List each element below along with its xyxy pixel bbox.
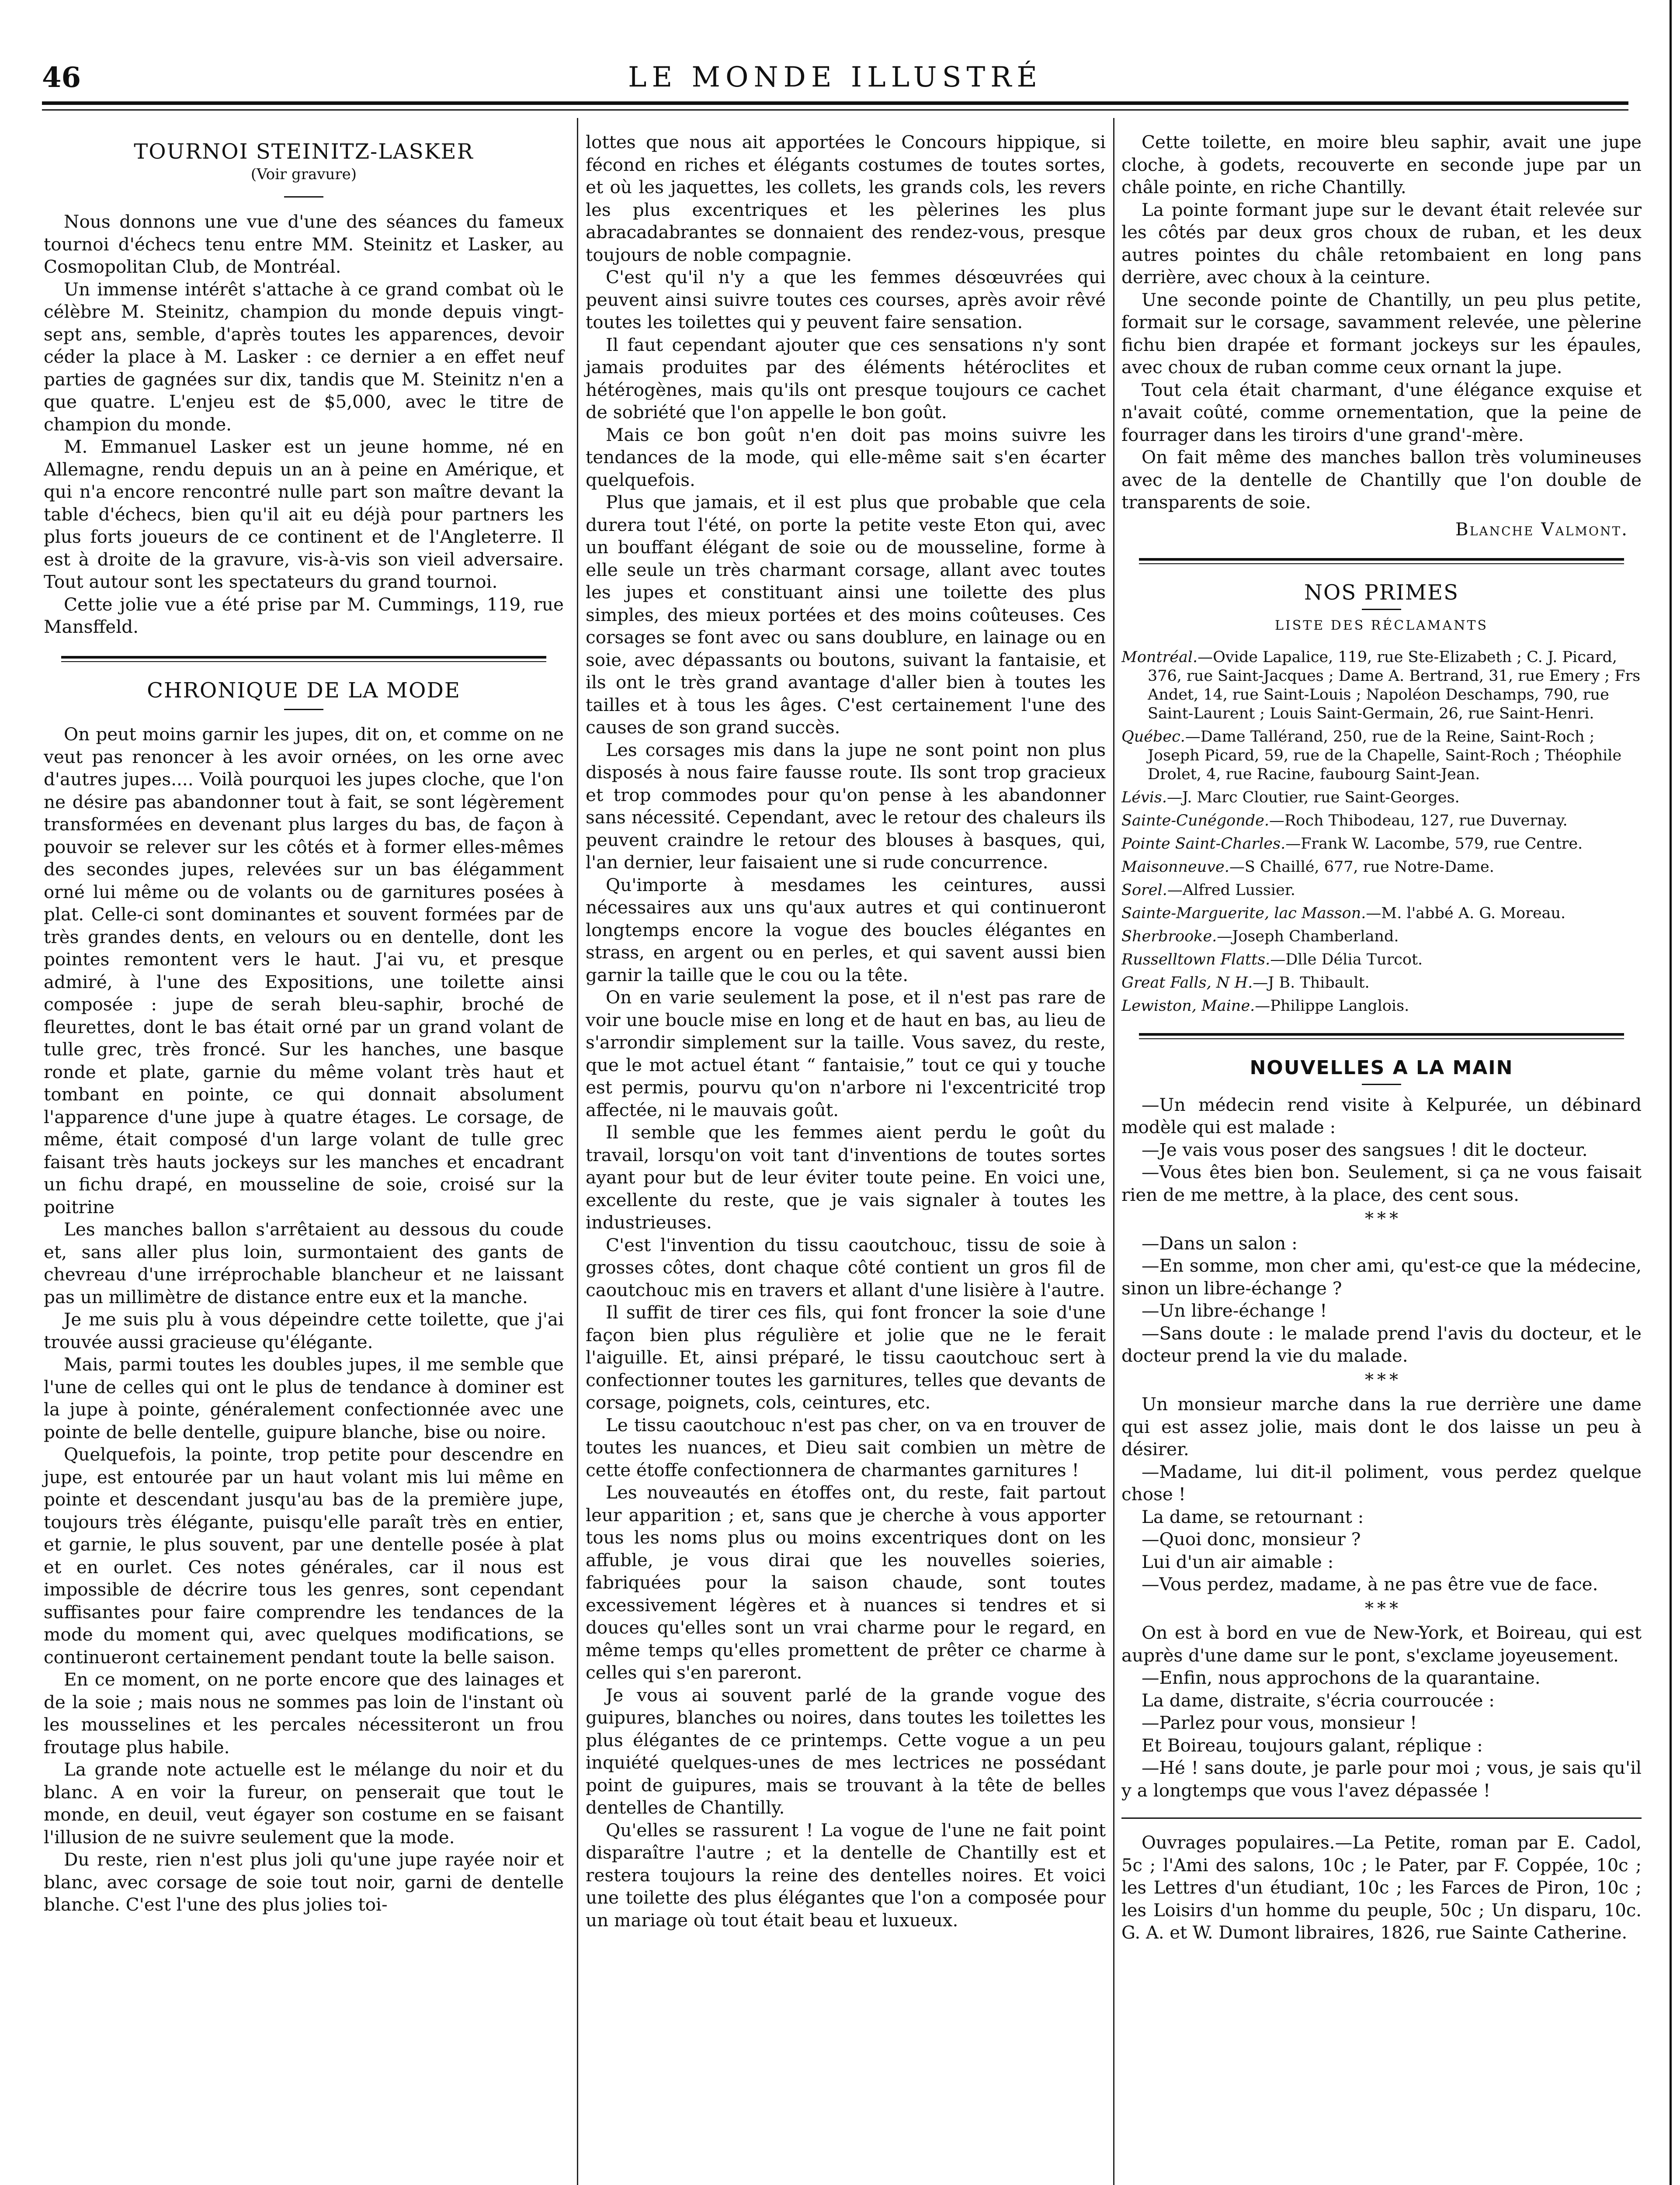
claimant-place: Lévis. <box>1121 789 1167 806</box>
primes-subtitle: LISTE DES RÉCLAMANTS <box>1274 617 1489 633</box>
anecdote-line: Et Boireau, toujours galant, réplique : <box>1142 1734 1483 1756</box>
section-divider <box>1139 558 1624 564</box>
paragraph: Les nouveautés en étoffes ont, du reste, fait partout leur apparition ; et, sans que je cherche à vous apporter tous les noms plus ou moins excentriques dont on les affuble, je vous dirai que les nouvelles soieries, fabriquées pour la saison chaude, sont toutes excessivement légères et à nuances si tendres et si douces qu'elles sont un vrai charme pour le regard, en même temps qu'elles promettent de prêter ce charme à celles qui s'en pareront. <box>586 1482 1106 1683</box>
paragraph: La pointe formant jupe sur le devant était relevée sur les côtés par deux gros choux de ruban, et les deux autres pointes du châle retombaient en long pans derrière, avec choux à la ceinture. <box>1121 199 1642 288</box>
claimant-names: —Dame Tallérand, 250, rue de la Reine, Saint-Roch ; Joseph Picard, 59, rue de la Chapelle, Saint-Roch ; Théophile Drolet, 4, rue Racine, faubourg Saint-Jean. <box>1148 728 1622 783</box>
anecdote-line: —Sans doute : le malade prend l'avis du docteur, et le docteur prend la vie du malade. <box>1121 1322 1642 1366</box>
paragraph: Qu'elles se rassurent ! La vogue de l'une ne fait point disparaître l'autre ; et la dentelle de Chantilly est et restera toujours la reine des dentelles noires. Et voici une toilette des plus élégantes que l'on a composée pour un mariage où tout était beau et luxueux. <box>586 1819 1106 1931</box>
paragraph: Les corsages mis dans la jupe ne sont point non plus disposés à nous faire fausse route. Ils sont trop gracieux et trop commodes pour qu'on pense à les abandonner sans nécessité. Cependant, avec le retour des chaleurs ils peuvent craindre le retour des blouses à basques, qui, l'an dernier, leur faisaient une si rude concurrence. <box>586 739 1106 873</box>
short-rule <box>284 196 323 198</box>
paragraph: Cette jolie vue a été prise par M. Cummings, 119, rue Mansffeld. <box>44 593 564 637</box>
asterism-separator: * * * <box>1365 1209 1398 1229</box>
claimant-place: Montréal. <box>1121 649 1198 666</box>
short-rule <box>1362 1084 1401 1085</box>
asterism-separator: * * * <box>1365 1598 1398 1619</box>
claimant-names: —Alfred Lussier. <box>1167 881 1295 899</box>
claimant-names: —S Chaillé, 677, rue Notre-Dame. <box>1229 858 1494 876</box>
paragraph: Une seconde pointe de Chantilly, un peu plus petite, formait sur le corsage, savamment relevée, une pèlerine fichu bien drapée et formant jockeys sur les épaules, avec choux de ruban comme ceux ornant la jupe. <box>1121 289 1642 378</box>
column-3 <box>1121 131 1642 1945</box>
claimant-place: Québec. <box>1121 728 1185 746</box>
claimant-entry <box>1121 858 1642 877</box>
column-separator <box>577 118 578 2185</box>
claimant-place: Great Falls, N H. <box>1121 974 1253 992</box>
paragraph: On fait même des manches ballon très volumineuses avec de la dentelle de Chantilly que l'on double de transparents de soie. <box>1121 447 1642 513</box>
paragraph: Tout cela était charmant, d'une élégance exquise et n'avait coûté, comme ornementation, que la peine de fourrager dans les tiroirs d'une grand'-mère. <box>1121 379 1642 445</box>
paragraph: Quelquefois, la pointe, trop petite pour descendre en jupe, est entourée par un haut volant mis lui même en pointe et descendant jusqu'au bas de la première jupe, toujours très élégante, puisqu'elle paraît très en entier, et garnie, le plus souvent, par une dentelle posée à plat et en ourlet. Ces notes générales, car il nous est impossible de décrire tous les genres, sont cependant suffisantes pour faire comprendre les tendances de la mode du moment qui, avec quelques modifications, se continueront certainement pendant toute la belle saison. <box>44 1444 564 1668</box>
journal-title: LE MONDE ILLUSTRÉ <box>628 61 1043 94</box>
anecdote-line: —Madame, lui dit-il poliment, vous perdez quelque chose ! <box>1121 1461 1642 1505</box>
tournoi-subtitle: (Voir gravure) <box>250 165 357 183</box>
anecdote-line: —Vous perdez, madame, à ne pas être vue de face. <box>1142 1574 1598 1595</box>
claimant-entry <box>1121 974 1642 992</box>
paragraph: Je me suis plu à vous dépeindre cette toilette, que j'ai trouvée aussi gracieuse qu'élégante. <box>44 1309 564 1353</box>
claimant-entry <box>1121 788 1642 807</box>
anecdote-line: —Hé ! sans doute, je parle pour moi ; vous, je sais qu'il y a longtemps que vous l'avez dépassée ! <box>1121 1757 1642 1801</box>
claimant-entry <box>1121 835 1642 853</box>
anecdote-line: —Je vais vous poser des sangsues ! dit le docteur. <box>1142 1139 1588 1160</box>
paragraph: Mais, parmi toutes les doubles jupes, il me semble que l'une de celles qui ont le plus de tendance à dominer est la jupe à pointe, généralement confectionnée avec une pointe de belle dentelle, guipure blanche, bise ou noire. <box>44 1354 564 1443</box>
anecdote-line: Un monsieur marche dans la rue derrière une dame qui est assez jolie, mais dont le dos laisse un peu à désirer. <box>1121 1394 1642 1460</box>
paragraph: Cette toilette, en moire bleu saphir, avait une jupe cloche, à godets, recouverte en seconde jupe par un châle pointe, en riche Chantilly. <box>1121 132 1642 198</box>
section-divider <box>1139 1033 1624 1039</box>
claimant-entry <box>1121 812 1642 830</box>
claimant-place: Sainte-Cunégonde. <box>1121 812 1270 829</box>
paragraph: C'est l'invention du tissu caoutchouc, tissu de soie à grosses côtes, dont chaque côté contient un gros fil de caoutchouc mis en travers et allant d'une lisière à l'autre. <box>586 1234 1106 1301</box>
claimant-names: —Dlle Délia Turcot. <box>1270 951 1423 968</box>
paragraph: Du reste, rien n'est plus joli qu'une jupe rayée noir et blanc, avec corsage de soie tout noir, garni de dentelle blanche. C'est l'une des plus jolies toi- <box>44 1849 564 1915</box>
anecdote-line: —Quoi donc, monsieur ? <box>1142 1529 1361 1550</box>
paragraph: On peut moins garnir les jupes, dit on, et comme on ne veut pas renoncer à les avoir ornées, on les orne avec d'autres jupes.... Voilà pourquoi les jupes cloche, que l'on ne désire pas abandonner tout à fait, se sont légèrement transformées en devenant plus larges du bas, de façon à pouvoir se relever sur les côtés et à former elles-mêmes des secondes jupes, relevées sur un bas élégamment orné lui même ou de volants ou de garnitures posées à plat. Celle-ci sont dominantes et souvent formées par de très grandes dents, en velours ou en dentelle, dont les pointes remontent vers le haut. J'ai vu, et presque admiré, à l'une des Expositions, une toilette ainsi composée : jupe de serah bleu-saphir, broché de fleurettes, dont le bas était orné par un grand volant de tulle grec, très froncé. Sur les hanches, une basque ronde et plate, garnie du même volant très haut et tombant en pointe, ce qui donnait absolument l'apparence d'une jupe à quatre étages. Le corsage, de même, était composé d'un large volant de tulle grec faisant très hauts jockeys sur les manches et encadrant un fichu drapé, en mousseline de soie, croisé sur la poitrine <box>44 724 564 1217</box>
claimant-place: Pointe Saint-Charles. <box>1121 835 1286 853</box>
claimant-entry <box>1121 728 1642 784</box>
claimant-names: —J B. Thibault. <box>1253 974 1370 992</box>
page-edge <box>1670 0 1672 2185</box>
claimant-names: —J. Marc Cloutier, rue Saint-Georges. <box>1167 789 1460 806</box>
claimant-names: —Roch Thibodeau, 127, rue Duvernay. <box>1269 812 1568 829</box>
anecdote-line: —Un médecin rend visite à Kelpurée, un débinard modèle qui est malade : <box>1121 1094 1642 1138</box>
header-rule-thin <box>42 109 1628 111</box>
paragraph: Nous donnons une vue d'une des séances du fameux tournoi d'échecs tenu entre MM. Steinitz et Lasker, au Cosmopolitan Club, de Montréal. <box>44 211 564 277</box>
section-divider <box>61 656 546 662</box>
paragraph: Les manches ballon s'arrêtaient au dessous du coude et, sans aller plus loin, surmontaient des gants de chevreau d'une irréprochable blancheur et ne laissant pas un millimètre de distance entre eux et la manche. <box>44 1219 564 1308</box>
claimant-entry <box>1121 927 1642 946</box>
paragraph: En ce moment, on ne porte encore que des lainages et de la soie ; mais nous ne sommes pas loin de l'instant où les mousselines et les percales nécessiteront un frou froutage plus habile. <box>44 1669 564 1758</box>
claimant-place: Sorel. <box>1121 881 1167 899</box>
short-rule <box>1362 609 1401 610</box>
paragraph: La grande note actuelle est le mélange du noir et du blanc. A en voir la fureur, on penserait que tout le monde, en deuil, veut égayer son costume en se faisant l'illusion de ne suivre seulement que la mode. <box>44 1759 564 1848</box>
claimant-entry <box>1121 881 1642 900</box>
anecdote-line: —Vous êtes bien bon. Seulement, si ça ne vous faisait rien de me mettre, à la place, des cent sous. <box>1121 1162 1642 1205</box>
paragraph: C'est qu'il n'y a que les femmes désœuvrées qui peuvent ainsi suivre toutes ces courses, après avoir rêvé toutes les toilettes qui y peuvent faire sensation. <box>586 267 1106 333</box>
header-rule <box>42 101 1628 105</box>
claimant-place: Russelltown Flatts. <box>1121 951 1270 968</box>
short-rule <box>284 709 323 710</box>
paragraph: lottes que nous ait apportées le Concours hippique, si fécond en riches et élégants costumes de toutes sortes, et où les jaquettes, les collets, les grands cols, les revers les plus excentriques et les pèlerines les plus abracadabrantes se donnaient des rendez-vous, presque toujours de noble compagnie. <box>586 132 1106 265</box>
section-rule <box>1121 1817 1642 1819</box>
chronique-title: CHRONIQUE DE LA MODE <box>147 678 461 703</box>
claimant-entry <box>1121 997 1642 1016</box>
author-signature: Blanche Valmont. <box>1455 518 1628 540</box>
anecdote-line: On est à bord en vue de New-York, et Boireau, qui est auprès d'une dame sur le pont, s'exclame joyeusement. <box>1121 1622 1642 1666</box>
claimant-names: —Ovide Lapalice, 119, rue Ste-Elizabeth ; C. J. Picard, 376, rue Saint-Jacques ; Dame A. Bertrand, 31, rue Emery ; Frs Andet, 14, rue Saint-Louis ; Napoléon Deschamps, 790, rue Saint-Laurent ; Louis Saint-Germain, 26, rue Saint-Henri. <box>1148 649 1641 722</box>
column-1 <box>44 131 564 1916</box>
anecdote-line: La dame, se retournant : <box>1142 1506 1364 1527</box>
paragraph: Je vous ai souvent parlé de la grande vogue des guipures, blanches ou noires, dans toutes les toilettes les plus élégantes de ce printemps. Cette vogue a un peu inquiété quelques-unes de mes lectrices ne possédant point de guipures, mais se trouvant à la tête de belles dentelles de Chantilly. <box>586 1684 1106 1818</box>
paragraph: Il semble que les femmes aient perdu le goût du travail, lorsqu'on voit tant d'inventions de toutes sortes ayant pour but de leur éviter toute peine. En voici une, excellente du reste, que je vais signaler à toutes les industrieuses. <box>586 1122 1106 1233</box>
paragraph: Il faut cependant ajouter que ces sensations n'y sont jamais produites par des éléments hétéroclites et hétérogènes, mais qu'ils ont presque toujours ce cachet de sobriété que l'on appelle le bon goût. <box>586 334 1106 423</box>
anecdote-line: —Enfin, nous approchons de la quarantaine. <box>1142 1667 1541 1688</box>
tournoi-title: TOURNOI STEINITZ-LASKER <box>134 139 474 164</box>
paragraph: Le tissu caoutchouc n'est pas cher, on va en trouver de toutes les nuances, et Dieu sait combien un mètre de cette étoffe confectionnera de charmantes garnitures ! <box>586 1414 1106 1481</box>
paragraph: Mais ce bon goût n'en doit pas moins suivre les tendances de la mode, qui elle-même sait s'en écarter quelquefois. <box>586 424 1106 490</box>
paragraph: Qu'importe à mesdames les ceintures, aussi nécessaires aux uns qu'aux autres et qui continueront longtemps encore la vogue des boucles élégantes en strass, en argent ou en perles, et qui savent aussi bien garnir la taille que le cou ou la tête. <box>586 874 1106 985</box>
claimant-names: —M. l'abbé A. G. Moreau. <box>1366 905 1566 922</box>
anecdotes <box>1121 1094 1642 1802</box>
primes-title: NOS PRIMES <box>1304 580 1459 605</box>
claimant-names: —Frank W. Lacombe, 579, rue Centre. <box>1285 835 1583 853</box>
claimants-list <box>1121 648 1642 1016</box>
anecdote-line: —Un libre-échange ! <box>1142 1300 1327 1321</box>
claimant-entry <box>1121 648 1642 723</box>
claimant-entry <box>1121 950 1642 969</box>
anecdote-line: —Dans un salon : <box>1142 1232 1298 1254</box>
advertisement: Ouvrages populaires.—La Petite, roman par E. Cadol, 5c ; l'Ami des salons, 10c ; le Pater, par F. Coppée, 10c ; les Lettres d'un étudiant, 10c ; les Farces de Piron, 10c ; les Loisirs d'un homme du peuple, 50c ; Un disparu, 10c. G. A. et W. Dumont libraires, 1826, rue Sainte Catherine. <box>1121 1833 1642 1943</box>
paragraph: Il suffit de tirer ces fils, qui font froncer la soie d'une façon bien plus régulière et jolie que ne le ferait l'aiguille. Et, ainsi préparé, le tissu caoutchouc sert à confectionner toutes les garnitures, telles que devants de corsage, poignets, cols, ceintures, etc. <box>586 1302 1106 1413</box>
claimant-place: Lewiston, Maine. <box>1121 997 1255 1015</box>
claimant-place: Sainte-Marguerite, lac Masson. <box>1121 905 1366 922</box>
column-2 <box>586 131 1106 1932</box>
claimant-place: Maisonneuve. <box>1121 858 1229 876</box>
page-number: 46 <box>42 61 81 94</box>
paragraph: Un immense intérêt s'attache à ce grand combat où le célèbre M. Steinitz, champion du monde depuis vingt-sept ans, semble, d'après toutes les apparences, devoir céder la place à M. Lasker : ce dernier a en effet neuf parties de gagnées sur dix, tandis que M. Steinitz n'en a que quatre. L'enjeu est de $5,000, avec le titre de champion du monde. <box>44 278 564 435</box>
claimant-entry <box>1121 904 1642 923</box>
anecdote-line: —Parlez pour vous, monsieur ! <box>1142 1712 1417 1733</box>
anecdote-line: —En somme, mon cher ami, qu'est-ce que la médecine, sinon un libre-échange ? <box>1121 1255 1642 1299</box>
paragraph: On en varie seulement la pose, et il n'est pas rare de voir une boucle mise en long et de haut en bas, au lieu de s'arrondir simplement sur la taille. Vous savez, du reste, que le mot actuel étant “ fantaisie,” tout ce qui y touche est permis, pourvu qu'on n'arbore ni l'excentricité trop affectée, ni le mauvais goût. <box>586 987 1106 1120</box>
nouvelles-title: NOUVELLES A LA MAIN <box>1250 1057 1513 1079</box>
anecdote-line: La dame, distraite, s'écria courroucée : <box>1142 1689 1495 1711</box>
claimant-place: Sherbrooke. <box>1121 928 1217 945</box>
column-separator <box>1113 118 1114 2185</box>
paragraph: M. Emmanuel Lasker est un jeune homme, né en Allemagne, rendu depuis un an à peine en Amérique, et qui n'a encore rencontré nulle part son maître devant la table d'échecs, bien qu'il ait eu déjà pour partners les plus forts joueurs de ce continent et de l'Angleterre. Il est à droite de la gravure, vis-à-vis son vieil adversaire. Tout autour sont les spectateurs du grand tournoi. <box>44 436 564 592</box>
claimant-names: —Joseph Chamberland. <box>1217 928 1399 945</box>
paragraph: Plus que jamais, et il est plus que probable que cela durera tout l'été, on porte la petite veste Eton qui, avec un bouffant élégant de soie ou de mousseline, forme à elle seule un très charmant corsage, allant avec toutes les jupes et constituant ainsi une toilette des plus simples, des mieux portées et des moins coûteuses. Ces corsages se font avec ou sans doublure, en lainage ou en soie, avec dépassants ou boutons, suivant la fantaisie, et ils ont le très grand avantage d'aller bien à toutes les tailles et à tous les âges. C'est certainement l'une des causes de son grand succès. <box>586 492 1106 738</box>
claimant-names: —Philippe Langlois. <box>1255 997 1409 1015</box>
anecdote-line: Lui d'un air aimable : <box>1142 1551 1334 1572</box>
asterism-separator: * * * <box>1365 1370 1398 1390</box>
